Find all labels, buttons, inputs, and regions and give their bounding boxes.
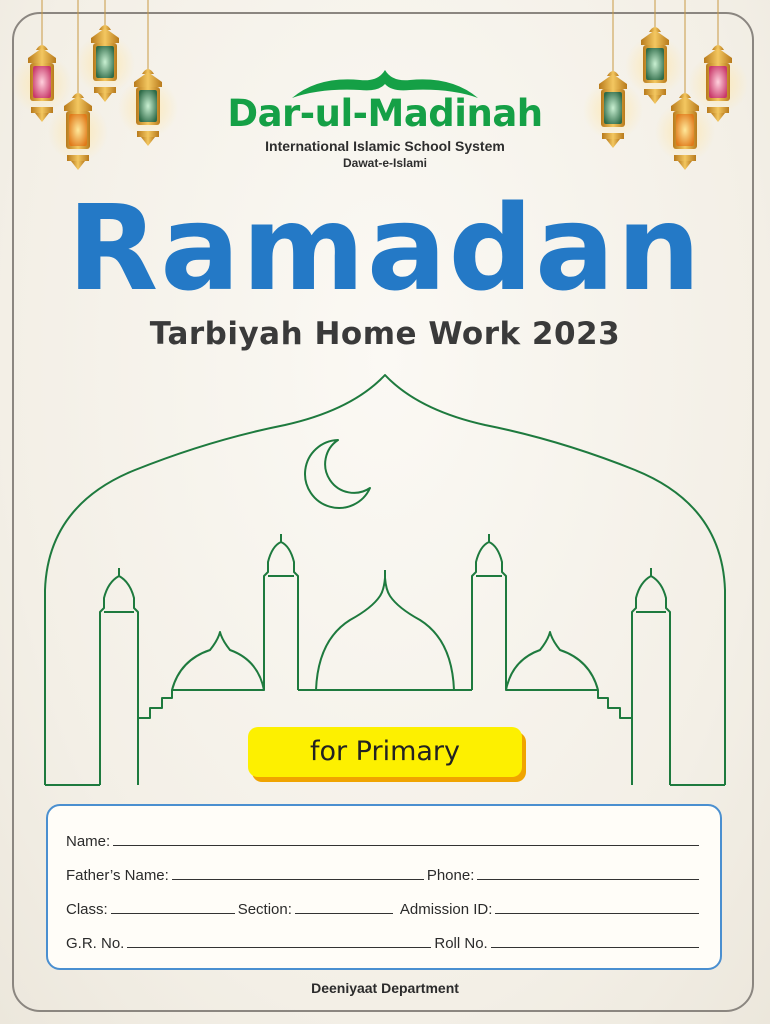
admission-id-field[interactable] xyxy=(495,913,699,914)
section-label: Section: xyxy=(237,901,292,918)
school-name: Dar-ul-Madinah xyxy=(227,92,543,135)
form-row-gr xyxy=(66,930,702,952)
class-field[interactable] xyxy=(111,913,235,914)
roll-no-field[interactable] xyxy=(491,947,699,948)
name-label: Name: xyxy=(66,833,111,850)
name-field[interactable] xyxy=(113,845,699,846)
organization-name: Dawat-e-Islami xyxy=(342,156,428,170)
cover-title: Ramadan xyxy=(67,179,703,317)
department-footer: Deeniyaat Department xyxy=(311,980,459,996)
level-badge: for Primary xyxy=(248,727,522,777)
section-field[interactable] xyxy=(295,913,393,914)
phone-label: Phone: xyxy=(426,867,475,884)
phone-field[interactable] xyxy=(477,879,699,880)
cover-subtitle: Tarbiyah Home Work 2023 xyxy=(149,316,621,352)
gr-no-label: G.R. No. xyxy=(66,935,125,952)
father-name-label: Father’s Name: xyxy=(66,867,169,884)
roll-no-label: Roll No. xyxy=(434,935,488,952)
admission-id-label: Admission ID: xyxy=(399,901,493,918)
school-tagline: International Islamic School System xyxy=(265,138,505,154)
student-info-form xyxy=(46,804,722,970)
form-row-class xyxy=(66,896,702,918)
class-label: Class: xyxy=(66,901,108,918)
father-name-field[interactable] xyxy=(172,879,424,880)
form-row-father xyxy=(66,862,702,884)
form-row-name xyxy=(66,828,702,850)
gr-no-field[interactable] xyxy=(127,947,431,948)
crescent-moon-icon xyxy=(305,440,370,508)
